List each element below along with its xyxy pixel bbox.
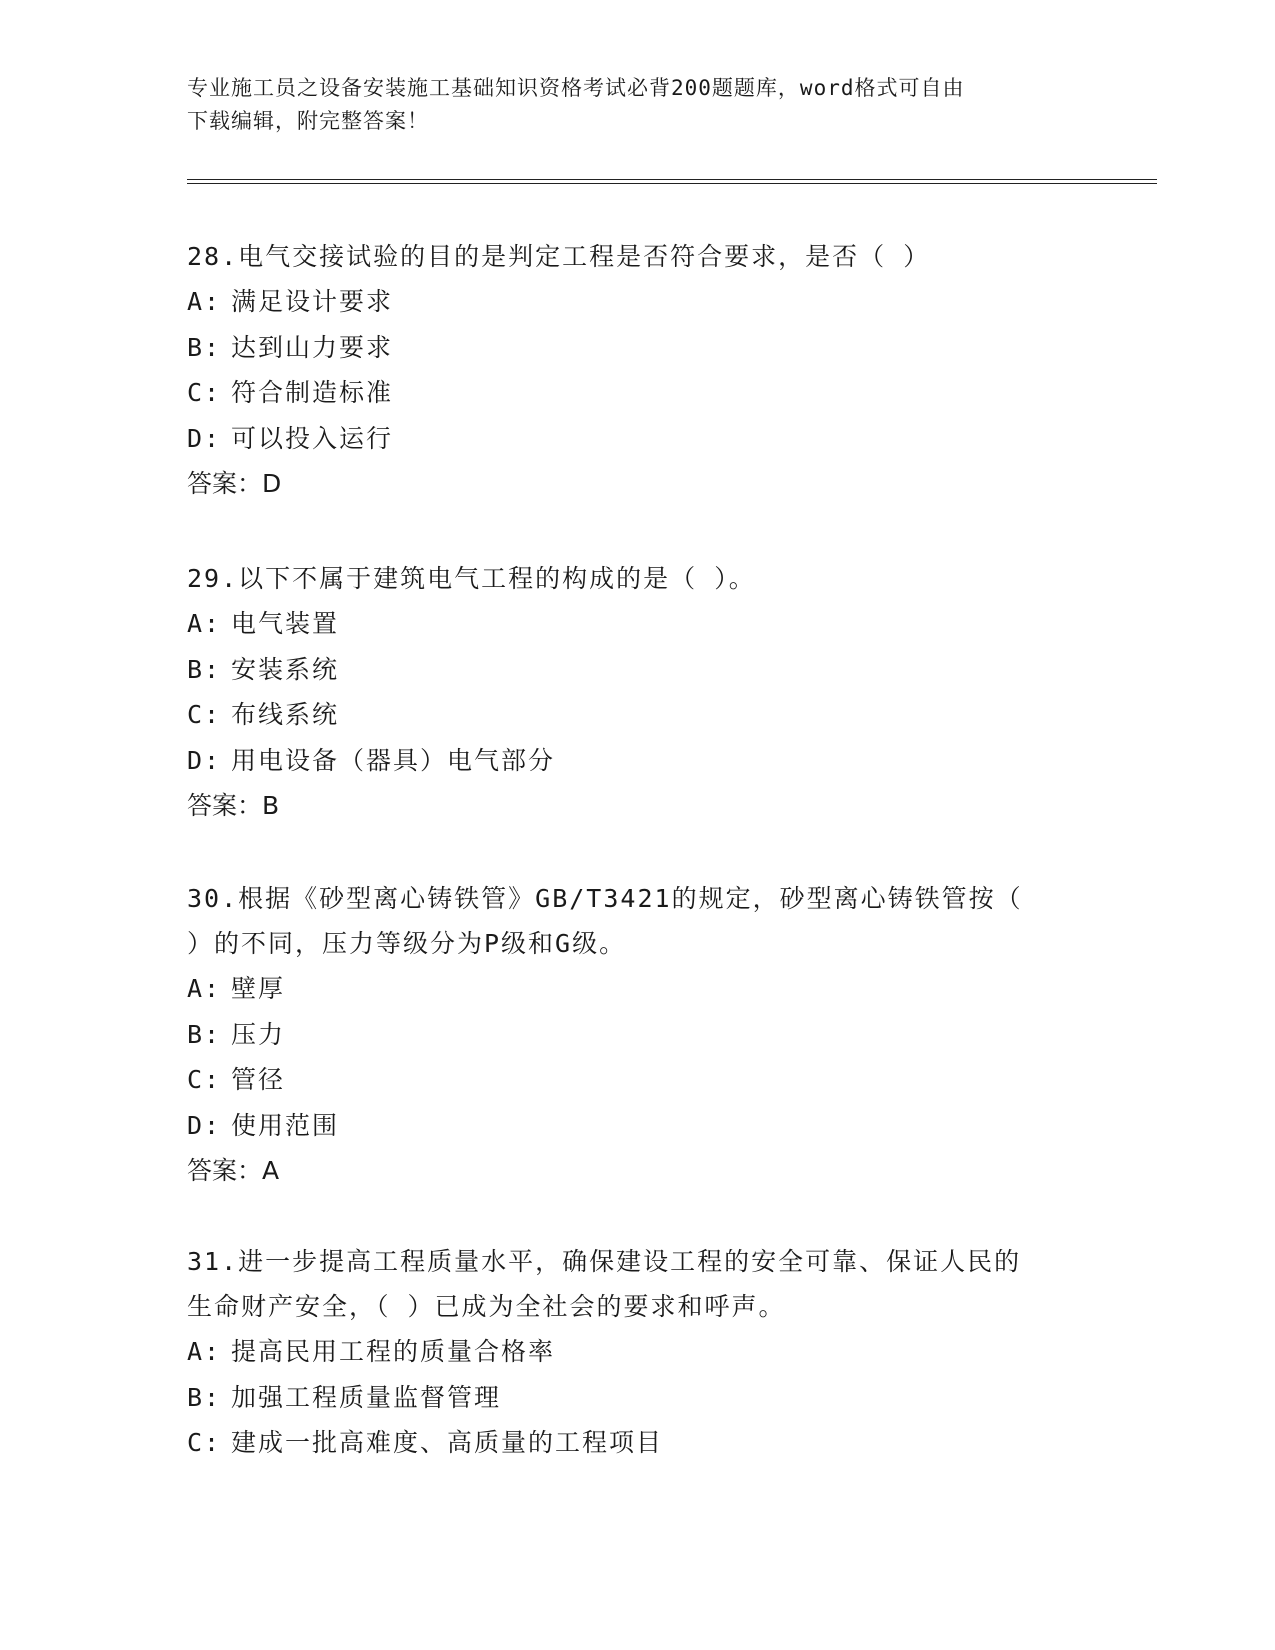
question-stem: 31.进一步提高工程质量水平，确保建设工程的安全可靠、保证人民的 [187,1247,1022,1276]
option-c [187,1057,1087,1103]
option-a [187,601,1087,647]
option-letter: C: [187,1065,222,1094]
option-letter: C: [187,1428,222,1457]
option-letter: A: [187,974,222,1003]
option-d [187,1103,1087,1149]
question-stem-continued: 生命财产安全，（ ）已成为全社会的要求和呼声。 [187,1292,786,1321]
option-text: 建成一批高难度、高质量的工程项目 [231,1428,664,1457]
question-28 [187,234,1087,507]
header-line-1: 专业施工员之设备安装施工基础知识资格考试必背200题题库，word格式可自由 [187,76,965,100]
header-divider-top [187,179,1157,180]
option-text: 提高民用工程的质量合格率 [231,1337,556,1366]
answer: 答案：B [187,791,280,820]
option-a [187,279,1087,325]
option-b [187,1375,1087,1421]
option-b [187,647,1087,693]
option-b [187,1012,1087,1058]
option-letter: A: [187,609,222,638]
option-letter: C: [187,378,222,407]
header-divider-bottom [187,183,1157,184]
option-text: 安装系统 [231,654,340,684]
option-text: 用电设备（器具）电气部分 [231,745,556,775]
option-text: 壁厚 [231,974,286,1003]
option-a [187,966,1087,1012]
option-text: 符合制造标准 [231,378,394,407]
option-letter: B: [187,1019,222,1049]
option-text: 可以投入运行 [231,423,394,453]
option-letter: C: [187,700,222,729]
option-text: 使用范围 [231,1110,340,1140]
question-30 [187,876,1087,1194]
option-c [187,370,1087,416]
question-stem-continued: ）的不同，压力等级分为P级和G级。 [187,929,627,958]
answer: 答案：D [187,469,282,498]
option-d [187,738,1087,784]
option-text: 压力 [231,1019,286,1049]
question-stem: 30.根据《砂型离心铸铁管》GB/T3421的规定，砂型离心铸铁管按（ [187,884,1023,913]
header-line-2: 下载编辑，附完整答案！ [187,109,429,133]
option-a [187,1329,1087,1375]
question-stem: 28.电气交接试验的目的是判定工程是否符合要求，是否（ ） [187,242,931,271]
option-text: 加强工程质量监督管理 [231,1382,502,1412]
option-letter: B: [187,1382,222,1412]
option-text: 布线系统 [231,700,340,729]
option-text: 电气装置 [231,609,340,638]
question-stem: 29.以下不属于建筑电气工程的构成的是（ ）。 [187,564,756,593]
option-text: 管径 [231,1065,286,1094]
option-letter: A: [187,287,222,316]
answer: 答案：A [187,1156,280,1185]
option-letter: D: [187,423,222,453]
option-letter: B: [187,654,222,684]
question-31 [187,1239,1087,1466]
option-letter: D: [187,1110,222,1140]
option-b [187,325,1087,371]
question-29 [187,556,1087,829]
option-d [187,416,1087,462]
option-text: 满足设计要求 [231,287,394,316]
option-letter: A: [187,1337,222,1366]
option-c [187,692,1087,738]
option-letter: B: [187,332,222,362]
document-header [187,72,1087,138]
option-text: 达到山力要求 [231,332,394,362]
option-c [187,1420,1087,1466]
option-letter: D: [187,745,222,775]
